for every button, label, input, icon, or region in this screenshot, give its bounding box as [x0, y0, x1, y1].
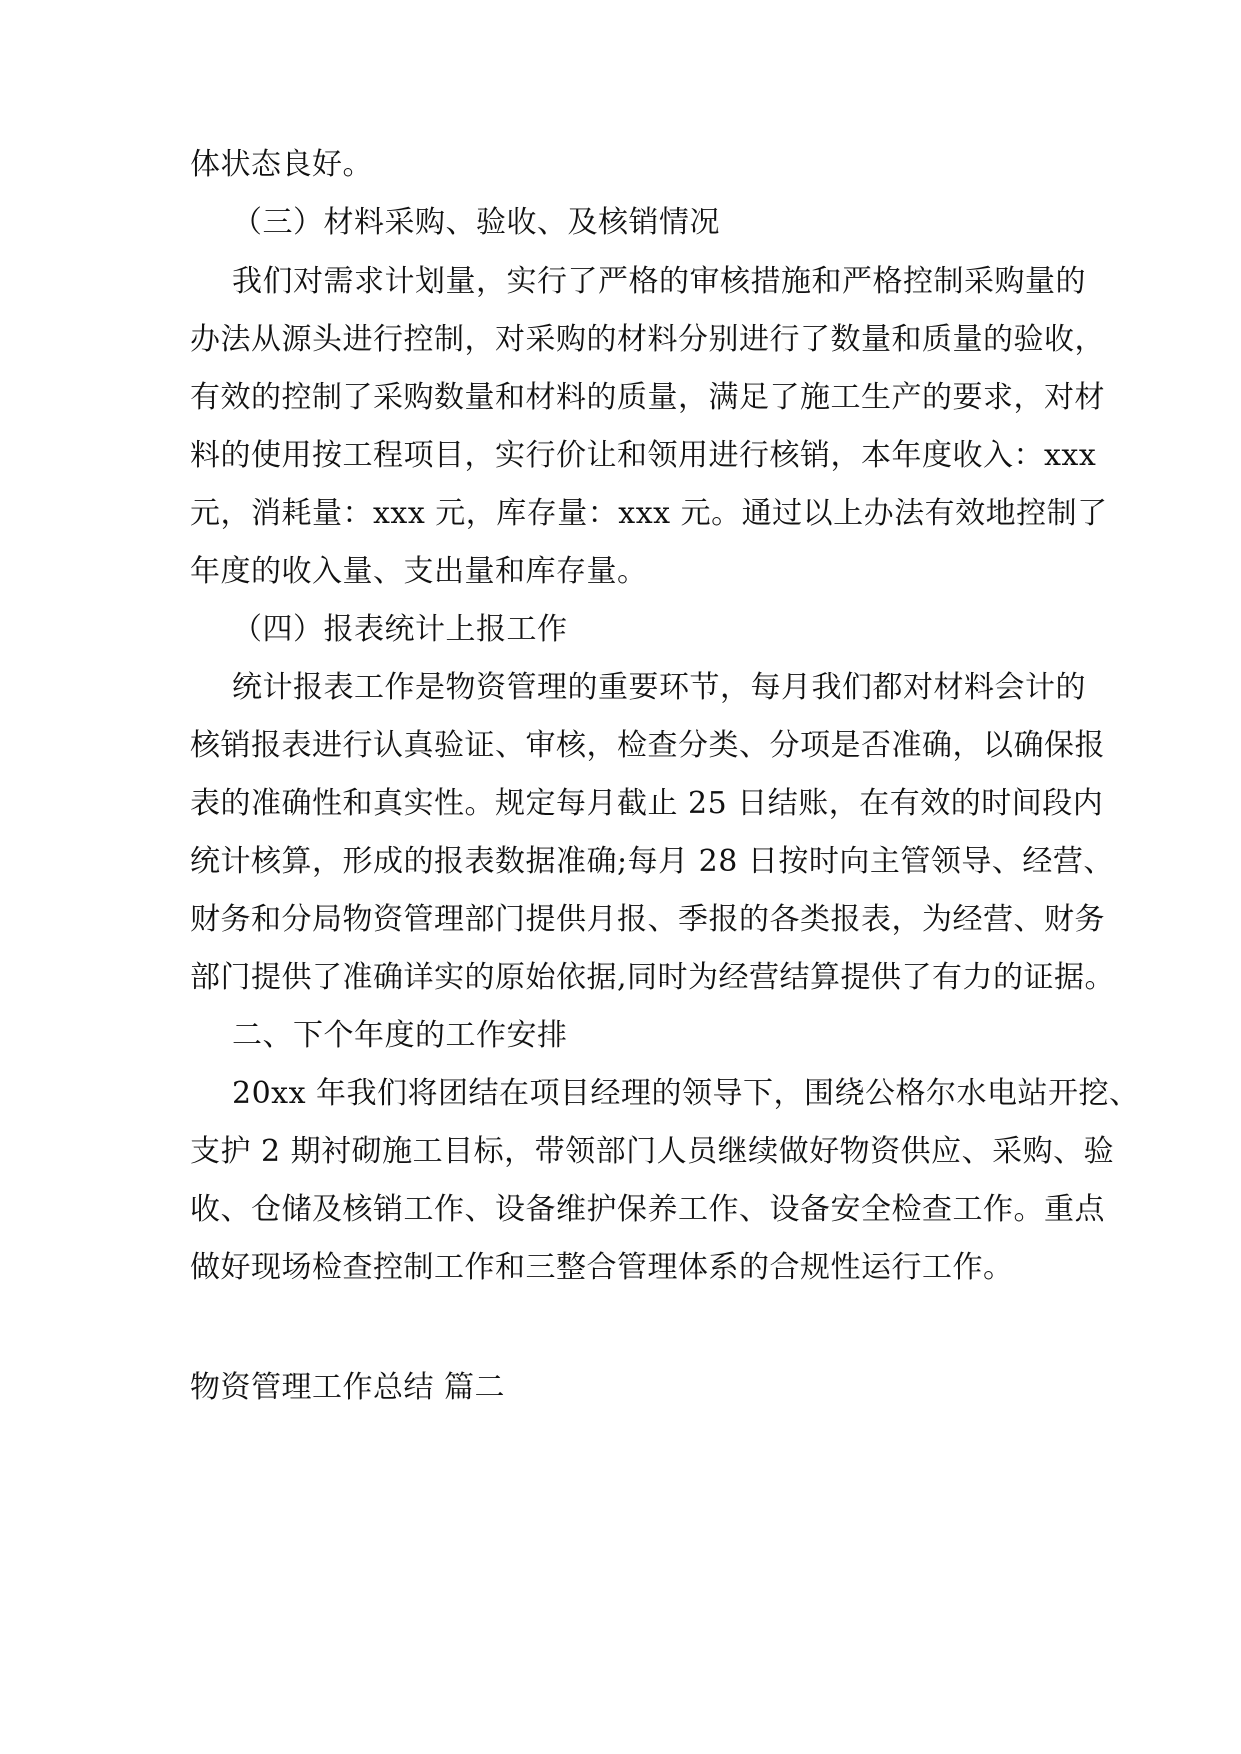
document-title: 物资管理工作总结 篇二	[190, 1370, 506, 1405]
section-heading: （三）材料采购、验收、及核销情况	[232, 205, 720, 240]
paragraph-line: 做好现场检查控制工作和三整合管理体系的合规性运行工作。	[190, 1250, 1014, 1285]
paragraph-line: 料的使用按工程项目，实行价让和领用进行核销，本年度收入：xxx	[190, 438, 1097, 473]
paragraph-line: 统计报表工作是物资管理的重要环节，每月我们都对材料会计的	[232, 670, 1086, 705]
paragraph-line: 核销报表进行认真验证、审核，检查分类、分项是否准确，以确保报	[190, 728, 1105, 763]
paragraph-line: 20xx 年我们将团结在项目经理的领导下，围绕公格尔水电站开挖、	[232, 1076, 1140, 1111]
paragraph-line: 收、仓储及核销工作、设备维护保养工作、设备安全检查工作。重点	[190, 1192, 1105, 1227]
paragraph-line: 体状态良好。	[190, 147, 373, 182]
paragraph-line: 元，消耗量：xxx 元，库存量：xxx 元。通过以上办法有效地控制了	[190, 496, 1108, 531]
section-heading: 二、下个年度的工作安排	[232, 1018, 568, 1053]
paragraph-line: 支护 2 期衬砌施工目标，带领部门人员继续做好物资供应、采购、验	[190, 1134, 1115, 1169]
paragraph-line: 统计核算，形成的报表数据准确;每月 28 日按时向主管领导、经营、	[190, 844, 1114, 879]
paragraph-line: 部门提供了准确详实的原始依据,同时为经营结算提供了有力的证据。	[190, 960, 1116, 995]
paragraph-line: 我们对需求计划量，实行了严格的审核措施和严格控制采购量的	[232, 264, 1086, 299]
paragraph-line: 办法从源头进行控制，对采购的材料分别进行了数量和质量的验收，	[190, 322, 1105, 357]
paragraph-line: 财务和分局物资管理部门提供月报、季报的各类报表，为经营、财务	[190, 902, 1105, 937]
paragraph-line: 年度的收入量、支出量和库存量。	[190, 554, 648, 589]
paragraph-line: 有效的控制了采购数量和材料的质量，满足了施工生产的要求，对材	[190, 380, 1105, 415]
section-heading: （四）报表统计上报工作	[232, 612, 568, 647]
paragraph-line: 表的准确性和真实性。规定每月截止 25 日结账，在有效的时间段内	[190, 786, 1104, 821]
